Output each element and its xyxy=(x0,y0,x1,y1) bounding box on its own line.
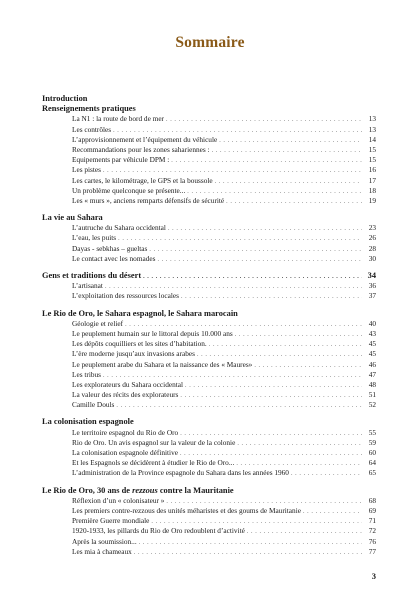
toc-leader-dots xyxy=(149,245,362,255)
toc-page-number: 45 xyxy=(368,349,376,359)
toc-entry-label: L’administration de la Province espagnole du Sahara dans les années 1960 xyxy=(72,468,289,478)
toc-entry xyxy=(42,428,376,438)
toc-page-number: 48 xyxy=(368,379,376,389)
toc-page-number: 69 xyxy=(368,505,376,515)
toc-entry xyxy=(42,516,376,526)
toc-entry xyxy=(42,370,376,380)
toc-page-number: 14 xyxy=(368,134,376,144)
toc-leader-dots xyxy=(212,146,362,156)
toc-page-number: 40 xyxy=(368,318,376,328)
toc-heading-label: Renseignements pratiques xyxy=(42,104,136,114)
toc-entry-label: Le peuplement arabe du Sahara et la naissance des « Maures» xyxy=(72,359,253,369)
toc-section-heading xyxy=(42,309,376,319)
toc-entry-label: Réflexion d’un « colonisateur » xyxy=(72,495,165,505)
page-title: Sommaire xyxy=(175,34,245,51)
toc-entry xyxy=(42,468,376,478)
toc-section-heading xyxy=(42,486,376,496)
toc-leader-dots xyxy=(139,538,362,548)
toc-entry xyxy=(42,400,376,410)
toc-page-number: 26 xyxy=(368,233,376,243)
toc-leader-dots xyxy=(235,330,362,340)
toc-entry-label: Le peuplement humain sur le littoral depuis 10.000 ans xyxy=(72,328,233,338)
toc-leader-dots xyxy=(291,469,362,479)
toc-entry-label: Géologie et relief xyxy=(72,318,124,328)
toc-entry xyxy=(42,390,376,400)
toc-entry xyxy=(42,125,376,135)
toc-entry-label: La valeur des récits des explorateurs xyxy=(72,390,179,400)
toc-entry-label: La N1 : la route de bord de mer xyxy=(72,114,164,124)
toc-page-number: 76 xyxy=(368,536,376,546)
toc-entry-label: Première Guerre mondiale xyxy=(72,516,150,526)
toc-section-heading xyxy=(42,104,376,114)
toc-entry-label: L’autruche du Sahara occidental xyxy=(72,223,166,233)
toc-entry-label: Les cartes, le kilométrage, le GPS et la boussole xyxy=(72,175,213,185)
toc-entry-label: L’ère moderne jusqu’aux invasions arabes xyxy=(72,349,195,359)
page-number: 3 xyxy=(371,571,376,581)
toc-heading-label: La colonisation espagnole xyxy=(42,417,134,427)
toc-page-number: 72 xyxy=(368,526,376,536)
toc-leader-dots xyxy=(171,156,362,166)
toc-entry xyxy=(42,135,376,145)
toc-page-number: 34 xyxy=(367,271,376,280)
toc-entry xyxy=(42,281,376,291)
toc-entry xyxy=(42,186,376,196)
toc-leader-dots xyxy=(116,401,362,411)
toc-section-heading xyxy=(42,213,376,223)
toc-heading-label: La vie au Sahara xyxy=(42,213,103,223)
toc-entry xyxy=(42,196,376,206)
toc-section-heading xyxy=(42,271,376,281)
toc-entry-label: Après la soumission... xyxy=(72,536,137,546)
toc-leader-dots xyxy=(118,234,362,244)
toc-page-number: 30 xyxy=(368,253,376,263)
toc-page-number: 16 xyxy=(368,165,376,175)
toc-leader-dots xyxy=(166,115,362,125)
toc-entry-label: Dayas - sebkhas – gueltas xyxy=(72,243,148,253)
toc-entry xyxy=(42,360,376,370)
toc-page-number: 15 xyxy=(368,144,376,154)
toc-entry xyxy=(42,254,376,264)
toc-page-number: 65 xyxy=(368,468,376,478)
toc-heading-label: Le Rio de Oro, 30 ans de rezzous contre la Mauritanie xyxy=(42,485,234,495)
toc-entry-label: Les premiers contre-rezzous des unités méharistes et des goums de Mauritanie xyxy=(72,505,301,515)
toc-entry xyxy=(42,145,376,155)
toc-entry-label: Les « murs », anciens remparts défensifs de sécurité xyxy=(72,195,225,205)
toc-leader-dots xyxy=(219,136,362,146)
toc-heading-label: Le Rio de Oro, le Sahara espagnol, le Sahara marocain xyxy=(42,308,238,318)
toc-page-number: 71 xyxy=(368,516,376,526)
toc-leader-dots xyxy=(134,548,362,558)
toc-entry xyxy=(42,176,376,186)
toc-leader-dots xyxy=(180,391,362,401)
toc-page-number: 47 xyxy=(368,369,376,379)
toc-leader-dots xyxy=(143,272,362,282)
toc-entry xyxy=(42,438,376,448)
toc-entry-label: Les mia à chameaux xyxy=(72,546,132,556)
toc-entry xyxy=(42,349,376,359)
toc-entry xyxy=(42,114,376,124)
toc-entry xyxy=(42,526,376,536)
toc-entry xyxy=(42,448,376,458)
toc-entry-label: L’artisanat xyxy=(72,281,103,291)
toc-entry xyxy=(42,537,376,547)
toc-page-number: 19 xyxy=(368,195,376,205)
toc-entry-label: Rio de Oro. Un avis espagnol sur la valeur de la colonie xyxy=(72,437,236,447)
toc-leader-dots xyxy=(181,292,362,302)
toc-page-number: 18 xyxy=(368,185,376,195)
toc-page-number: 43 xyxy=(368,328,376,338)
toc-leader-dots xyxy=(303,507,362,517)
toc-page-number: 64 xyxy=(368,458,376,468)
toc-leader-dots xyxy=(247,527,362,537)
toc-entry xyxy=(42,496,376,506)
toc-entry-label: Les tribus xyxy=(72,369,101,379)
toc-page-number: 37 xyxy=(368,291,376,301)
toc-section-heading xyxy=(42,94,376,104)
toc-entry xyxy=(42,329,376,339)
toc-page-number: 60 xyxy=(368,448,376,457)
toc-leader-dots xyxy=(157,255,362,265)
toc-entry-label: L’approvisionnement et l’équipement du véhicule xyxy=(72,134,218,144)
toc-entry xyxy=(42,547,376,557)
toc-leader-dots xyxy=(226,197,362,207)
toc-entry xyxy=(42,244,376,254)
toc-entry-label: L’eau, les puits xyxy=(72,233,117,243)
toc-entry-label: Les dépôts coquilliers et les sites d’habitation. xyxy=(72,339,207,349)
toc-page-number: 55 xyxy=(368,427,376,437)
toc-entry-label: L’exploitation des ressources locales xyxy=(72,291,179,301)
toc-entry xyxy=(42,506,376,516)
toc-entry xyxy=(42,223,376,233)
toc-heading-label: Introduction xyxy=(42,94,88,103)
toc-page-number: 17 xyxy=(368,175,376,185)
toc-page-number: 13 xyxy=(368,124,376,134)
toc-page-number: 13 xyxy=(368,114,376,124)
toc-entry-label: Equipements par véhicule DPM : xyxy=(72,155,170,165)
toc-leader-dots xyxy=(215,177,362,187)
toc-leader-dots xyxy=(185,381,362,391)
toc-page-number: 23 xyxy=(368,223,376,233)
table-of-contents xyxy=(42,94,376,557)
toc-entry-label: Les contrôles xyxy=(72,124,112,134)
toc-page-number: 52 xyxy=(368,400,376,410)
toc-heading-label: Gens et traditions du désert xyxy=(42,271,142,280)
toc-page-number: 68 xyxy=(368,495,376,505)
toc-page-number: 59 xyxy=(368,437,376,447)
toc-page-number: 77 xyxy=(368,546,376,556)
toc-entry-label: Le contact avec les nomades xyxy=(72,253,156,263)
toc-entry-label: Les explorateurs du Sahara occidental xyxy=(72,379,184,389)
toc-page-number: 15 xyxy=(368,155,376,165)
toc-leader-dots xyxy=(209,340,362,350)
toc-section-heading xyxy=(42,417,376,427)
toc-entry-label: Et les Espagnols se décidèrent à étudier le Rio de Oro... xyxy=(72,458,235,468)
toc-entry xyxy=(42,165,376,175)
toc-entry-label: Le territoire espagnol du Rio de Oro xyxy=(72,427,179,437)
toc-page-number: 36 xyxy=(368,281,376,291)
toc-entry-label: 1920-1933, les pillards du Rio de Oro redoublent d’activité xyxy=(72,526,245,536)
toc-entry-label: Les pistes xyxy=(72,165,101,175)
toc-page-number: 45 xyxy=(368,339,376,349)
toc-page-number: 28 xyxy=(368,243,376,253)
toc-entry xyxy=(42,155,376,165)
toc-entry xyxy=(42,339,376,349)
toc-entry-label: La colonisation espagnole définitive xyxy=(72,448,178,457)
toc-leader-dots xyxy=(168,224,362,234)
toc-entry xyxy=(42,319,376,329)
toc-page-number: 46 xyxy=(368,359,376,369)
toc-entry-label: Un problème quelconque se présente... xyxy=(72,185,186,195)
toc-entry xyxy=(42,233,376,243)
toc-entry xyxy=(42,458,376,468)
toc-entry-label: Recommandations pour les zones sahariennes : xyxy=(72,144,210,154)
toc-leader-dots xyxy=(237,439,362,449)
toc-page-number: 51 xyxy=(368,390,376,400)
toc-entry xyxy=(42,291,376,301)
toc-entry xyxy=(42,380,376,390)
toc-entry-label: Camille Douls xyxy=(72,400,115,410)
toc-leader-dots xyxy=(254,361,362,371)
